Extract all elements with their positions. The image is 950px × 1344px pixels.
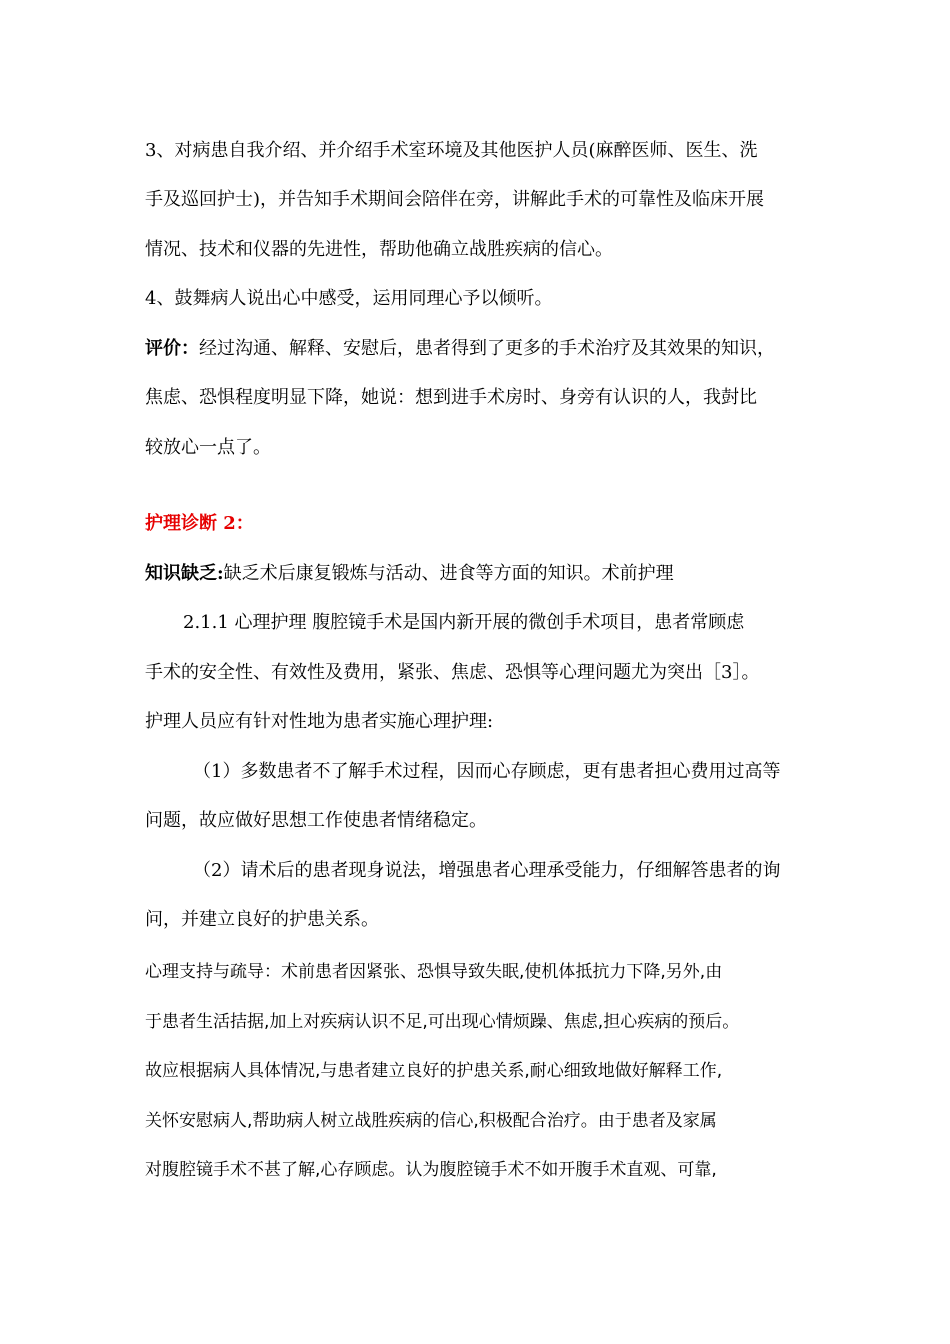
paragraph-2-1-1-line-1: 2.1.1 心理护理 腹腔镜手术是国内新开展的微创手术项目，患者常顾虑 xyxy=(183,612,745,633)
psych-support-line-5: 对腹腔镜手术不甚了解,心存顾虑。认为腹腔镜手术不如开腹手术直观、可靠, xyxy=(145,1160,717,1180)
evaluation-text: 经过沟通、解释、安慰后，患者得到了更多的手术治疗及其效果的知识， xyxy=(199,338,775,359)
evaluation-line-3: 较放心一点了。 xyxy=(145,437,271,458)
psych-support-line-3: 故应根据病人具体情况,与患者建立良好的护患关系,耐心细致地做好解释工作, xyxy=(145,1061,723,1081)
item-3-line-3: 情况、技术和仪器的先进性，帮助他确立战胜疾病的信心。 xyxy=(145,239,613,260)
evaluation-line-1 xyxy=(145,337,775,361)
paragraph-2-1-1-line-2: 手术的安全性、有效性及费用，紧张、焦虑、恐惧等心理问题尤为突出［3］。 xyxy=(145,662,760,683)
evaluation-label: 评价： xyxy=(145,338,199,359)
item-4: 4、鼓舞病人说出心中感受，运用同理心予以倾听。 xyxy=(145,288,553,309)
psych-support-line-2: 于患者生活拮据,加上对疾病认识不足,可出现心情烦躁、焦虑,担心疾病的预后。 xyxy=(145,1012,740,1032)
item-3-line-1: 3、对病患自我介绍、并介绍手术室环境及其他医护人员(麻醉医师、医生、洗 xyxy=(145,140,758,161)
knowledge-deficit-label: 知识缺乏: xyxy=(145,563,224,584)
list-item-1-line-1: （1）多数患者不了解手术过程，因而心存顾虑，更有患者担心费用过高等 xyxy=(193,761,781,782)
list-item-2-line-1: （2）请术后的患者现身说法，增强患者心理承受能力，仔细解答患者的询 xyxy=(193,860,781,881)
knowledge-deficit-line xyxy=(145,562,674,586)
list-item-2-line-2: 问，并建立良好的护患关系。 xyxy=(145,909,379,930)
psych-support-line-4: 关怀安慰病人,帮助病人树立战胜疾病的信心,积极配合治疗。由于患者及家属 xyxy=(145,1111,717,1131)
evaluation-line-2: 焦虑、恐惧程度明显下降，她说：想到进手术房时、身旁有认识的人，我尌比 xyxy=(145,387,757,408)
list-item-1-line-2: 问题，故应做好思想工作使患者情绪稳定。 xyxy=(145,810,487,831)
item-3-line-2: 手及巡回护士)，并告知手术期间会陪伴在旁，讲解此手术的可靠性及临床开展 xyxy=(145,189,765,210)
knowledge-deficit-text: 缺乏术后康复锻炼与活动、进食等方面的知识。术前护理 xyxy=(223,563,674,584)
paragraph-2-1-1-line-3: 护理人员应有针对性地为患者实施心理护理: xyxy=(145,711,494,732)
psych-support-line-1: 心理支持与疏导：术前患者因紧张、恐惧导致失眠,使机体抵抗力下降,另外,由 xyxy=(145,962,723,982)
nursing-diagnosis-2-heading: 护理诊断 2： xyxy=(145,513,254,534)
